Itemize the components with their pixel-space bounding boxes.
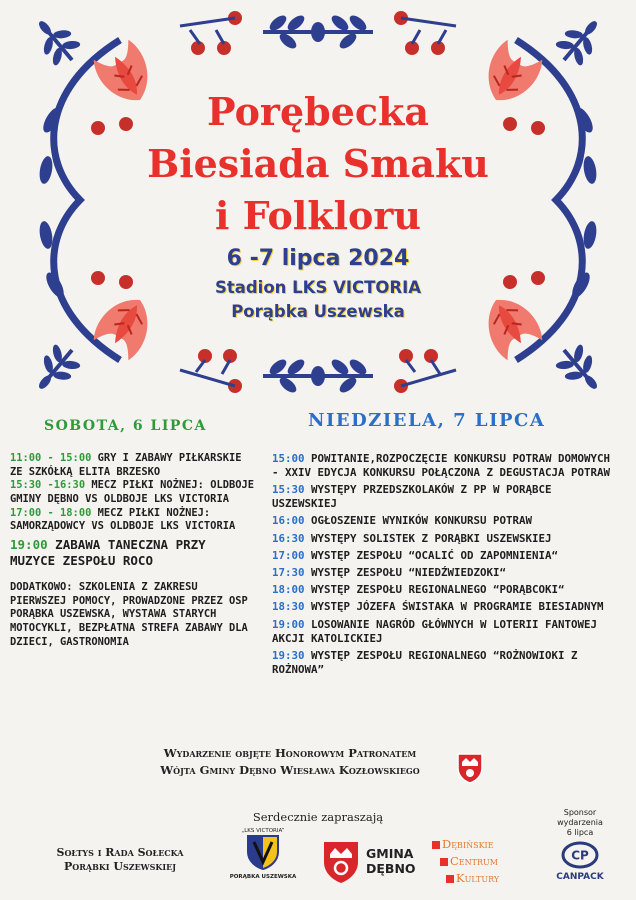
tulip (475, 288, 546, 362)
event-date: 6 -7 lipca 2024 (226, 246, 410, 271)
dck-row (432, 870, 499, 887)
item-time: 15:00 (272, 452, 305, 465)
item-time: 16:30 (272, 531, 305, 545)
item-text: WYSTĘPY PRZEDSZKOLAKÓW Z PP W PORĄBCE USZEWSKIEJ (272, 483, 552, 511)
list-item (272, 566, 612, 580)
dck-logo (432, 836, 499, 887)
sponsor-line-2: wydarzenia (557, 818, 603, 827)
lks-logo-top: „LKS VICTORIA” (241, 828, 285, 834)
item-time: 18:00 (272, 583, 305, 597)
dck-square-icon (432, 841, 440, 849)
sponsor-line-3: 6 lipca (566, 828, 594, 837)
item-text: OGŁOSZENIE WYNIKÓW KONKURSU POTRAW (304, 514, 533, 528)
patronage-text (0, 745, 580, 779)
item-time: 17:00 (272, 548, 305, 562)
sponsor-label (548, 808, 612, 838)
item-text: WYSTĘP ZESPOŁU REGIONALNEGO “ROŻNOWIOKI Z ROŻNOWA” (272, 648, 578, 676)
sunday-heading: NIEDZIELA, 7 LIPCA (308, 410, 546, 431)
item-time: 15:30 -16:30 (10, 479, 86, 492)
list-item (10, 479, 258, 506)
item-text: MECZ PIŁKI NOŻNEJ: SAMORZĄDOWCY VS OLDBOJE LKS VICTORIA (10, 506, 236, 533)
dck-square-icon (440, 858, 448, 866)
event-venue: Stadion LKS VICTORIA (214, 278, 422, 297)
list-item (272, 649, 612, 677)
list-item (10, 452, 258, 479)
item-text: GRY I ZABAWY PIŁKARSKIE ZE SZKÓŁKĄ ELITA BRZESKO (10, 452, 242, 478)
item-text: WYSTĘP JÓZEFA ŚWISTAKA W PROGRAMIE BIESIADNYM (304, 600, 604, 614)
item-time: 15:30 (272, 483, 305, 497)
gmina-line-2: DĘBNO (366, 861, 416, 876)
soltys-line-1: Sołtys i Rada Sołecka (56, 846, 184, 859)
saturday-extra: DODATKOWO: SZKOLENIA Z ZAKRESU PIERWSZEJ POMOCY, PROWADZONE PRZEZ OSP PORĄBKA USZEWSKA, WYSTAWA STARYCH MOTOCYKLI, BEZPŁATNA STREFA ZABAWY DLA DZIECI, GASTRONOMIA (10, 581, 248, 648)
item-text: POWITANIE,ROZPOCZĘCIE KONKURSU POTRAW DOMOWYCH - XXIV EDYCJA KONKURSU POŁĄCZONA Z DEGUSTACJA POTRAW (272, 452, 611, 479)
item-time: 11:00 - 15:00 (10, 452, 92, 464)
canpack-text: CANPACK (556, 872, 604, 882)
dck-line-2: Centrum (450, 854, 498, 868)
lks-logo-bottom: PORĄBKA USZEWSKA (229, 874, 297, 880)
item-time: 17:30 (272, 565, 305, 579)
gmina-line-1: GMINA (366, 846, 414, 861)
item-time: 19:30 (272, 648, 305, 662)
list-item (272, 483, 612, 511)
list-item (272, 600, 612, 614)
coat-of-arms-icon (456, 752, 484, 784)
item-time: 19:00 (272, 617, 305, 631)
event-title (0, 86, 636, 242)
shield-icon (246, 834, 280, 870)
item-text: WYSTĘP ZESPOŁU “OCALIĆ OD ZAPOMNIENIA“ (304, 548, 559, 562)
list-item (10, 507, 258, 534)
canpack-logo-icon (560, 840, 600, 870)
saturday-schedule (10, 452, 258, 652)
svg-text:CP: CP (571, 848, 589, 863)
sunday-schedule (272, 452, 612, 680)
list-item (272, 532, 612, 546)
tulip (90, 288, 161, 362)
item-text: LOSOWANIE NAGRÓD GŁÓWNYCH W LOTERII FANTOWEJ AKCJI KATOLICKIEJ (272, 617, 598, 645)
gmina-debno-logo-text (366, 846, 416, 876)
list-item (272, 452, 612, 480)
event-place: Porąbka Uszewska (231, 302, 405, 321)
title-line-2: Biesiada Smaku (147, 141, 489, 186)
patronage-line-1: Wydarzenie objęte Honorowym Patronatem (163, 746, 417, 760)
gmina-coat-icon (322, 840, 360, 884)
invite-text: Serdecznie zapraszają (252, 810, 384, 824)
list-item (272, 549, 612, 563)
list-item (10, 537, 258, 569)
item-time: 19:00 (10, 537, 48, 553)
soltys-text (20, 846, 220, 874)
dck-row (432, 836, 499, 853)
list-item (272, 583, 612, 597)
dck-line-3: Kultury (456, 871, 500, 885)
list-item (272, 618, 612, 646)
saturday-heading: SOBOTA, 6 LIPCA (44, 418, 207, 434)
patronage-line-2: Wójta Gminy Dębno Wiesława Kozłowskiego (160, 763, 420, 777)
item-text: WYSTĘPY SOLISTEK Z PORĄBKI USZEWSKIEJ (304, 531, 552, 545)
lks-victoria-logo (228, 828, 298, 880)
item-text: WYSTĘP ZESPOŁU “NIEDŹWIEDZOKI“ (304, 565, 507, 579)
title-line-3: i Folkloru (214, 193, 422, 238)
title-line-1: Porębecka (207, 89, 429, 134)
list-item (272, 514, 612, 528)
item-time: 16:00 (272, 514, 305, 528)
soltys-line-2: Porąbki Uszewskiej (63, 860, 177, 873)
item-text: ZABAWA TANECZNA PRZY MUZYCE ZESPOŁU ROCO (10, 537, 206, 569)
dck-line-1: Dębińskie (442, 837, 494, 851)
dck-row (432, 853, 499, 870)
dck-square-icon (446, 875, 454, 883)
item-text: MECZ PIŁKI NOŻNEJ: OLDBOJE GMINY DĘBNO VS OLDBOJE LKS VICTORIA (10, 479, 254, 505)
item-time: 17:00 - 18:00 (10, 506, 92, 519)
item-time: 18:30 (272, 600, 305, 614)
sponsor-line-1: Sponsor (563, 808, 597, 817)
item-text: WYSTĘP ZESPOŁU REGIONALNEGO “PORĄBCOKI“ (304, 583, 565, 597)
